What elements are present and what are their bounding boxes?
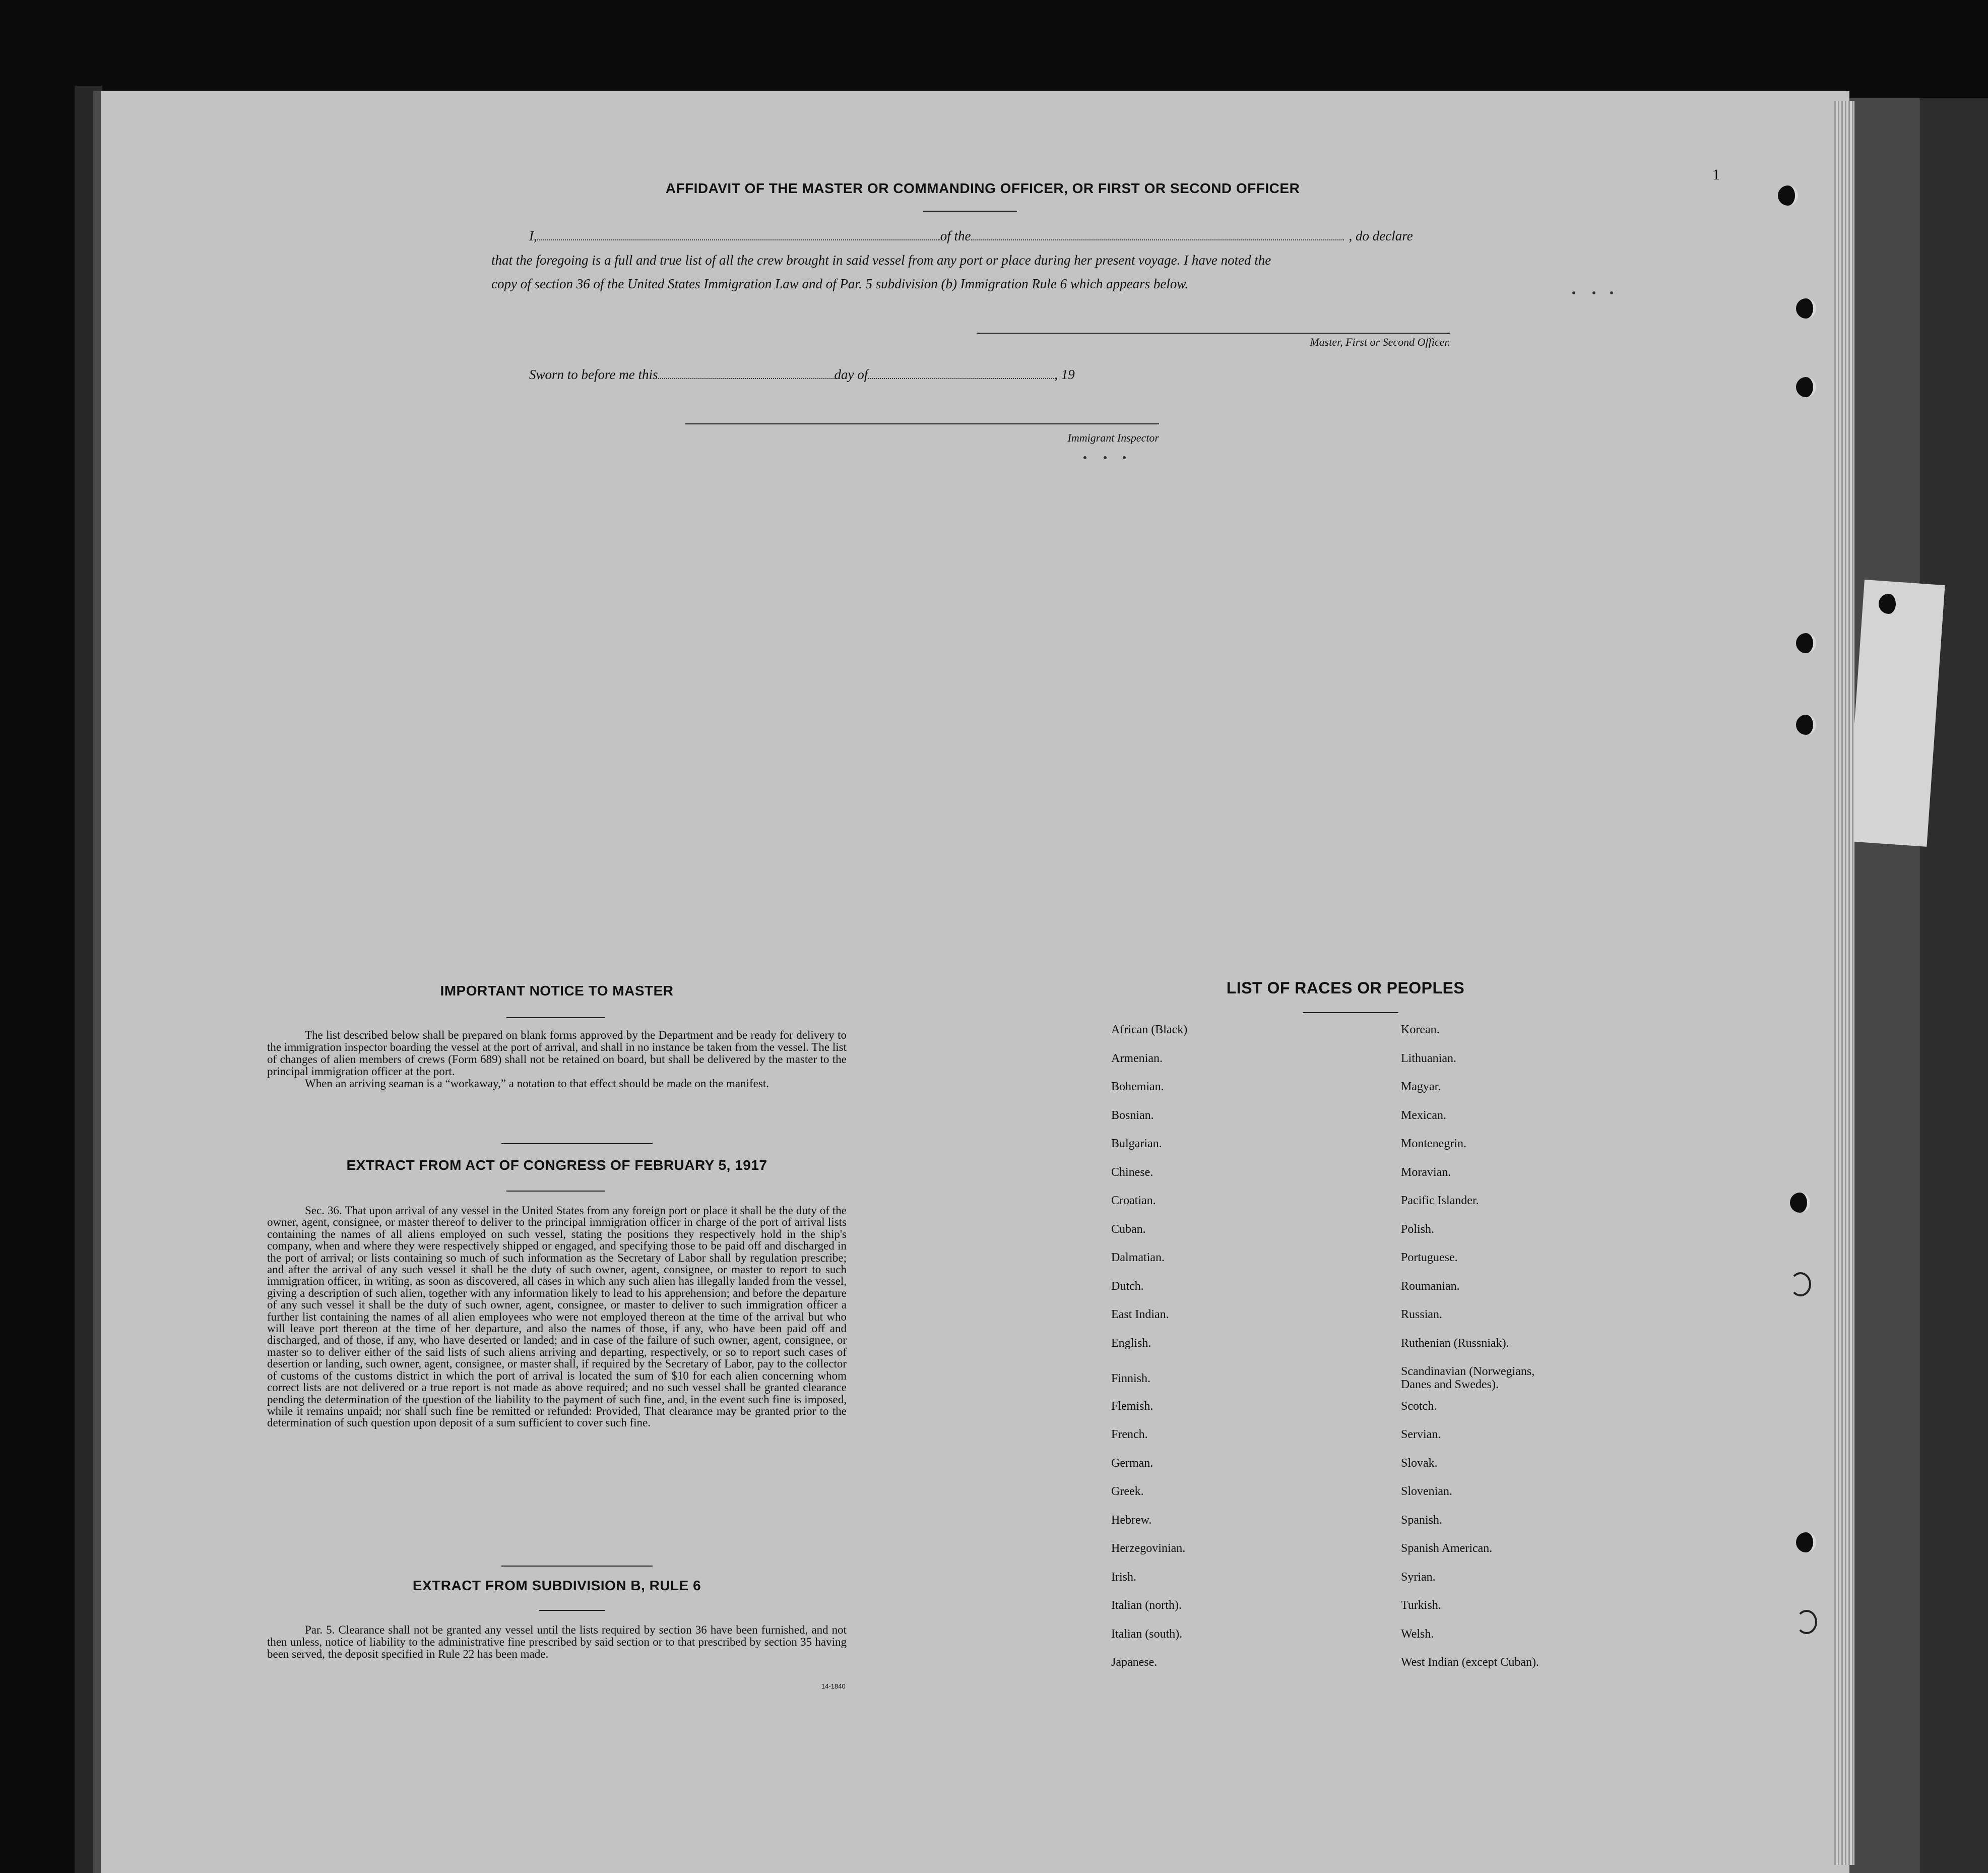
race-item: Italian (north). — [1111, 1599, 1182, 1612]
stacked-page-edges — [1834, 101, 1854, 1865]
affidavit-title: AFFIDAVIT OF THE MASTER OR COMMANDING OFFICER, OR FIRST OR SECOND OFFICER — [665, 180, 1300, 196]
race-item: Russian. — [1401, 1308, 1443, 1321]
races-title-rule — [1303, 1012, 1398, 1013]
race-item: Hebrew. — [1111, 1513, 1152, 1527]
document-page — [101, 91, 1849, 1873]
inspector-signature-line — [685, 423, 1159, 424]
speck — [1572, 291, 1575, 294]
race-item: English. — [1111, 1336, 1151, 1350]
rule-extract-body — [267, 1624, 847, 1660]
sworn-line — [529, 363, 1235, 386]
race-item: Chinese. — [1111, 1165, 1153, 1179]
punch-hole-icon — [1796, 633, 1816, 653]
race-item: Armenian. — [1111, 1051, 1163, 1065]
margin-mark: 1 — [1712, 166, 1720, 183]
punch-hole-icon — [1796, 1532, 1816, 1552]
race-item: East Indian. — [1111, 1308, 1169, 1321]
race-item: Dutch. — [1111, 1279, 1144, 1293]
race-item: Croatian. — [1111, 1194, 1156, 1207]
section-divider — [501, 1143, 653, 1144]
race-item: Slovak. — [1401, 1456, 1438, 1470]
race-item: Magyar. — [1401, 1080, 1441, 1093]
race-item: Montenegrin. — [1401, 1137, 1466, 1150]
sworn-text: Sworn to before me this — [529, 367, 658, 382]
signature-line — [977, 333, 1450, 334]
inspector-label: Immigrant Inspector — [1067, 431, 1159, 444]
day-of-text: day of — [834, 367, 868, 382]
punch-hole-ring-icon — [1796, 1610, 1817, 1634]
year-prefix-text: , 19 — [1054, 367, 1075, 382]
race-item: Servian. — [1401, 1428, 1441, 1441]
race-item: Greek. — [1111, 1485, 1144, 1498]
race-item: Lithuanian. — [1401, 1051, 1456, 1065]
race-item: Slovenian. — [1401, 1485, 1452, 1498]
race-item: Roumanian. — [1401, 1279, 1460, 1293]
punch-hole-ring-icon — [1790, 1272, 1811, 1296]
rule-extract-title: EXTRACT FROM SUBDIVISION B, RULE 6 — [412, 1578, 701, 1593]
affidavit-first-line — [491, 224, 1454, 247]
race-item: Flemish. — [1111, 1399, 1153, 1413]
race-item: Scotch. — [1401, 1399, 1437, 1413]
speck — [1083, 456, 1086, 459]
race-item: Bulgarian. — [1111, 1137, 1162, 1150]
punch-hole-icon — [1778, 185, 1798, 206]
race-item: African (Black) — [1111, 1023, 1188, 1036]
vessel-blank-line — [971, 226, 1344, 240]
sworn-day-blank — [658, 365, 835, 379]
race-item: West Indian (except Cuban). — [1401, 1656, 1539, 1669]
act-extract-title: EXTRACT FROM ACT OF CONGRESS OF FEBRUARY 5, 1917 — [346, 1157, 767, 1173]
affidavit-line-3: copy of section 36 of the United States Immigration Law and of Par. 5 subdivision (b) Immigration Rule 6 which appears below. — [491, 276, 1189, 291]
race-item: Scandinavian (Norwegians, Danes and Swedes). — [1401, 1365, 1535, 1391]
notice-paragraph-1: The list described below shall be prepared on blank forms approved by the Department and be ready for delivery to the immigration inspector boarding the vessel at the port of arrival, and shall in no instance be taken from the vessel. The list of changes of alien members of crews (Form 689) shall not be retained on board, but shall be delivered by the master to the principal immigration officer at the port. — [267, 1029, 847, 1078]
race-item: Korean. — [1401, 1023, 1440, 1036]
race-item: Syrian. — [1401, 1570, 1436, 1584]
race-item: Turkish. — [1401, 1599, 1441, 1612]
punch-hole-icon — [1796, 377, 1816, 397]
punch-hole-icon — [1796, 298, 1816, 319]
race-item: Dalmatian. — [1111, 1251, 1165, 1264]
race-item: Japanese. — [1111, 1656, 1158, 1669]
race-item: Ruthenian (Russniak). — [1401, 1336, 1509, 1350]
notice-title-rule — [506, 1017, 605, 1018]
right-binding-shadow — [1920, 98, 1988, 1873]
rule-par-5-text: Par. 5. Clearance shall not be granted any vessel until the lists required by section 36 have been furnished, and not then unless, notice of liability to the administrative fine prescribed by said section or to that prescribed by section 35 having been served, the deposit specified in Rule 22 has been made. — [267, 1624, 847, 1660]
races-title: LIST OF RACES OR PEOPLES — [1226, 979, 1465, 997]
race-item: French. — [1111, 1428, 1148, 1441]
affidavit-declare-text: , do declare — [1349, 228, 1413, 243]
form-number: 14-1840 — [821, 1682, 846, 1690]
race-item: Polish. — [1401, 1222, 1435, 1236]
notice-body — [267, 1029, 847, 1090]
race-item: Welsh. — [1401, 1627, 1434, 1641]
act-extract-body — [267, 1205, 847, 1429]
sworn-month-blank — [868, 365, 1054, 379]
speck — [1592, 291, 1595, 294]
notice-paragraph-2: When an arriving seaman is a “workaway,” a notation to that effect should be made on the manifest. — [305, 1077, 769, 1090]
race-item: Bohemian. — [1111, 1080, 1164, 1093]
notice-title: IMPORTANT NOTICE TO MASTER — [440, 983, 674, 998]
race-item: Portuguese. — [1401, 1251, 1458, 1264]
speck — [1123, 456, 1126, 459]
affidavit-line-2: that the foregoing is a full and true list of all the crew brought in said vessel from any port or place during her present voyage. I have noted the — [491, 253, 1271, 268]
race-item: Cuban. — [1111, 1222, 1146, 1236]
affidavit-title-rule — [923, 211, 1017, 212]
speck — [1104, 456, 1107, 459]
race-item: Mexican. — [1401, 1108, 1446, 1122]
race-item: Herzegovinian. — [1111, 1542, 1186, 1555]
race-item: Irish. — [1111, 1570, 1136, 1584]
signature-label: Master, First or Second Officer. — [1310, 336, 1450, 348]
punch-hole-icon — [1879, 594, 1899, 614]
affidavit-i-text: I, — [529, 228, 537, 243]
rule-extract-title-rule — [539, 1610, 605, 1611]
speck — [1610, 291, 1613, 294]
section-divider — [501, 1566, 653, 1567]
race-item: Finnish. — [1111, 1372, 1151, 1385]
affidavit-of-the-text: of the — [940, 228, 971, 243]
race-item: Moravian. — [1401, 1165, 1451, 1179]
punch-hole-icon — [1790, 1193, 1810, 1213]
act-section-36-text: Sec. 36. That upon arrival of any vessel in the United States from any foreign port or place it shall be the duty of the owner, agent, consignee, or master thereof to deliver to the principal immigration officer in charge of the port of arrival lists containing the names of all aliens employed on such vessel, stating the positions they respectively hold in the ship's company, when and where they were respectively shipped or engaged, and specifying those to be paid off and discharged in the port of arrival; or lists containing so much of such information as the Secretary of Labor shall by regulation prescribe; and after the arrival of any such vessel it shall be the duty of such owner, agent, consignee, or master to report to such immigration officer, in writing, as soon as discovered, all cases in which any such alien has illegally landed from the vessel, giving a description of such alien, together with any information likely to lead to his apprehension; and before the departure of any such vessel it shall be the duty of such owner, agent, consignee, or master to deliver to such immigration officer a further list containing the names of all alien employees who were not employed thereon at the time of the arrival but who will leave port thereon at the time of her departure, and also the names of those, if any, who have been paid off and discharged, and of those, if any, who have deserted or landed; and in case of the failure of such owner, agent, consignee, or master so to deliver either of the said lists of such aliens arriving and departing, respectively, or so to report such cases of desertion or landing, such owner, agent, consignee, or master shall, if required by the Secretary of Labor, pay to the collector of customs of the customs district in which the port of arrival is located the sum of $10 for each alien concerning whom correct lists are not delivered or a true report is not made as above required; and no such vessel shall be granted clearance pending the determination of the question of the liability to the payment of such fine, and, in the event such fine is imposed, while it remains unpaid; nor shall such fine be remitted or refunded: Provided, That clearance may be granted prior to the determination of such question upon deposit of a sum sufficient to cover such fine. — [267, 1204, 847, 1429]
race-item: Bosnian. — [1111, 1108, 1154, 1122]
race-item: Spanish. — [1401, 1513, 1443, 1527]
name-blank-line — [537, 226, 940, 240]
race-item: Pacific Islander. — [1401, 1194, 1479, 1207]
race-item: Spanish American. — [1401, 1542, 1493, 1555]
act-extract-title-rule — [506, 1191, 605, 1192]
race-item: Italian (south). — [1111, 1627, 1183, 1641]
race-item: German. — [1111, 1456, 1153, 1470]
punch-hole-icon — [1796, 715, 1816, 735]
